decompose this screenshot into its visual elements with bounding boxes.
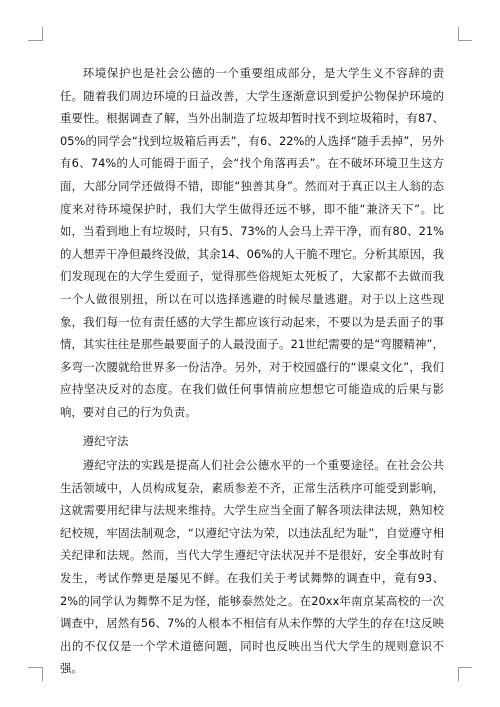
paragraph-environmental-protection: 环境保护也是社会公德的一个重要组成部分，是大学生义不容辞的责任。随着我们周边环境的日益改善，大学生逐渐意识到爱护公物保护环境的重要性。根据调查了解，当外出制造了垃圾却暂时找不到垃圾箱时，有87、05%的同学会“找到垃圾箱后再丢”，有6、22%的人选择“随手丢掉”，另外有6、74%的人可能碍于面子，会“找个角落再丢”。在不破坏环境卫生这方面，大部分同学还做得不错，即能“独善其身”。然而对于真正以主人翁的态度来对待环境保护时，我们大学生做得还远不够，即不能“兼济天下”。比如，当看到地上有垃圾时，只有5、73%的人会马上弄干净，而有80、21%的人想弄干净但最终没做，其余14、06%的人干脆不理它。分析其原因，我们发现现在的大学生爱面子，觉得那些俗规矩太死板了，大家都不去做而我一个人做很别扭，所以在可以选择逃避的时候尽量逃避。对于以上这些现象，我们每一位有责任感的大学生都应该行动起来，不要以为是丢面子的事情，其实往往是那些最要面子的人最没面子。21世纪需要的是“弯腰精神”，多弯一次腰就给世界多一份洁净。另外，对于校园盛行的“课桌文化”，我们应持坚决反对的态度。在我们做任何事情前应想想它可能造成的后果与影响，要对自己的行为负责。 [60, 66, 444, 419]
crop-mark-bottom-right-horizontal [458, 667, 472, 668]
crop-mark-top-right-vertical [458, 27, 459, 41]
crop-mark-top-left-vertical [42, 27, 43, 41]
section-heading: 遵纪守法 [82, 433, 129, 448]
crop-mark-top-left-horizontal [28, 40, 42, 41]
paragraph-law-abiding: 遵纪守法的实践是提高人们社会公德水平的一个重要途径。在社会公共生活领域中，人员构成复杂，素质参差不齐，正常生活秩序可能受到影响，这就需要用纪律与法规来维持。大学生应当全面了解各项法律法规，熟知校纪校规，牢固法制观念，“以遵纪守法为荣，以违法乱纪为耻”，自觉遵守相关纪律和法规。然而，当代大学生遵纪守法状况并不是很好，安全事故时有发生，考试作弊更是屡见不鲜。在我们关于考试舞弊的调查中，竟有93、2%的同学认为舞弊不足为怪，能够泰然处之。在20xx年南京某高校的一次调查中，居然有56、7%的人根本不相信有从未作弊的大学生的存在!这反映出的不仅仅是一个学术道德问题，同时也反映出当代大学生的规则意识不强。 [60, 458, 444, 676]
crop-mark-top-right-horizontal [458, 40, 472, 41]
crop-mark-bottom-left-horizontal [28, 667, 42, 668]
document-body [60, 62, 444, 680]
crop-mark-bottom-right-vertical [458, 667, 459, 681]
crop-mark-bottom-left-vertical [42, 667, 43, 681]
